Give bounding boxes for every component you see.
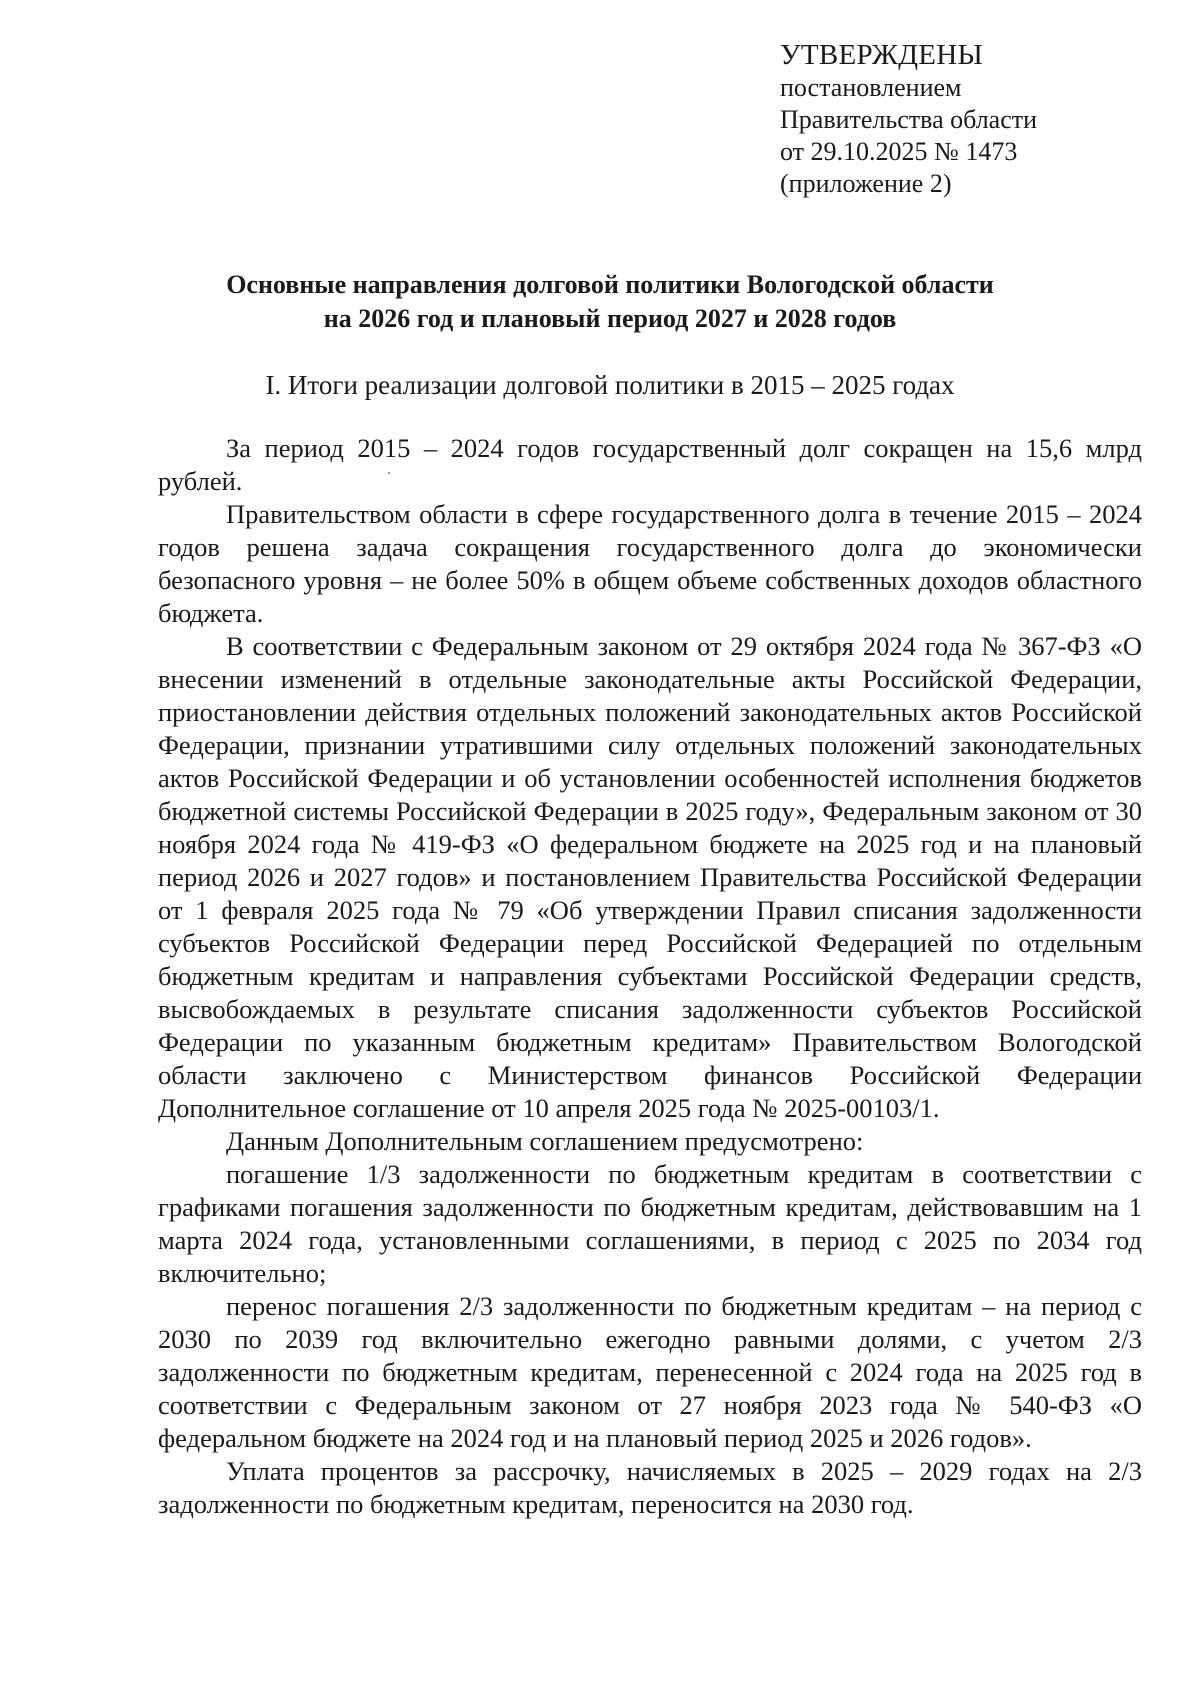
approval-line-2: Правительства области	[780, 105, 1038, 134]
approval-title: УТВЕРЖДЕНЫ	[780, 39, 984, 71]
section-heading: I. Итоги реализации долговой политики в 2015 – 2025 годах	[265, 370, 955, 400]
section-body	[158, 432, 1142, 1521]
approval-line-4: (приложение 2)	[780, 169, 952, 198]
approval-line-1: постановлением	[780, 73, 962, 102]
approval-line-3: от 29.10.2025 № 1473	[780, 137, 1018, 166]
paragraph: Правительством области в сфере государственного долга в течение 2015 – 2024 годов решена задача сокращения государственного долга до экономически безопасного уровня – не более 50% в общем объеме собственных доходов областного бюджета.	[158, 499, 1142, 628]
document-title-line-1: Основные направления долговой политики Вологодской области	[226, 270, 994, 299]
paragraph: Уплата процентов за рассрочку, начисляемых в 2025 – 2029 годах на 2/3 задолженности по бюджетным кредитам, переносится на 2030 год.	[158, 1456, 1142, 1519]
paragraph: За период 2015 – 2024 годов государственный долг сокращен на 15,6 млрд рублей.	[158, 433, 1142, 496]
document-title	[150, 268, 1070, 336]
list-item: перенос погашения 2/3 задолженности по бюджетным кредитам – на период с 2030 по 2039 год включительно ежегодно равными долями, с учетом 2/3 задолженности по бюджетным кредитам, перенесенной с 2024 года на 2025 год в соответствии с Федеральным законом от 27 ноября 2023 года № 540-ФЗ «О федеральном бюджете на 2024 год и на плановый период 2025 и 2026 годов».	[158, 1291, 1142, 1453]
scan-speck	[388, 472, 390, 474]
document-title-line-2: на 2026 год и плановый период 2027 и 2028 годов	[323, 304, 897, 333]
list-item: погашение 1/3 задолженности по бюджетным кредитам в соответствии с графиками погашения задолженности по бюджетным кредитам, действовавшим на 1 марта 2024 года, установленными соглашениями, в период с 2025 по 2034 год включительно;	[158, 1159, 1142, 1288]
approval-stamp	[780, 38, 1160, 200]
paragraph: Данным Дополнительным соглашением предусмотрено:	[226, 1126, 864, 1156]
paragraph: В соответствии с Федеральным законом от 29 октября 2024 года № 367-ФЗ «О внесении изменений в отдельные законодательные акты Российской Федерации, приостановлении действия отдельных положений законодательных актов Российской Федерации, признании утратившими силу отдельных положений законодательных актов Российской Федерации и об установлении особенностей исполнения бюджетов бюджетной системы Российской Федерации в 2025 году», Федеральным законом от 30 ноября 2024 года № 419-ФЗ «О федеральном бюджете на 2025 год и на плановый период 2026 и 2027 годов» и постановлением Правительства Российской Федерации от 1 февраля 2025 года № 79 «Об утверждении Правил списания задолженности субъектов Российской Федерации перед Российской Федерацией по отдельным бюджетным кредитам и направления субъектами Российской Федерации средств, высвобождаемых в результате списания задолженности субъектов Российской Федерации по указанным бюджетным кредитам» Правительством Вологодской области заключено с Министерством финансов Российской Федерации Дополнительное соглашение от 10 апреля 2025 года № 2025-00103/1.	[158, 631, 1142, 1123]
